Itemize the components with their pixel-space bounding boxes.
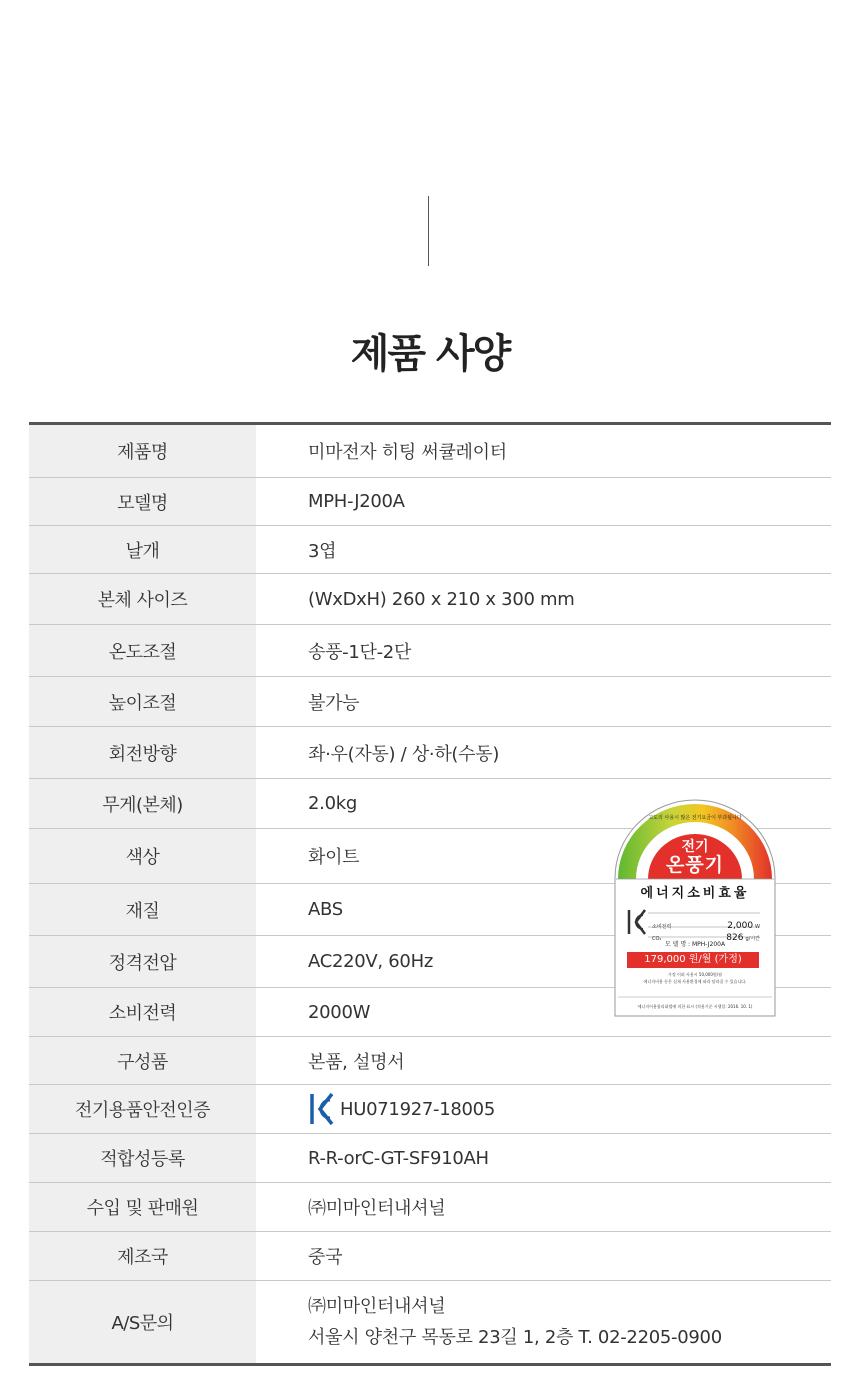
spec-value: 송풍-1단-2단	[308, 641, 412, 663]
spec-value: R-R-orC-GT-SF910AH	[308, 1147, 489, 1169]
as-company: ㈜미마인터내셔널	[308, 1296, 446, 1317]
spec-row-size	[29, 574, 831, 625]
spec-label: 재질	[29, 884, 256, 935]
spec-label: 구성품	[29, 1037, 256, 1084]
spec-row-registration	[29, 1134, 831, 1183]
spec-label: 전기용품안전인증	[29, 1085, 256, 1133]
energy-label-model: 모 델 명 : MPH-J200A	[664, 941, 726, 948]
spec-row-model	[29, 478, 831, 526]
spec-row-origin	[29, 1232, 831, 1281]
safety-cert-number: HU071927-18005	[340, 1098, 495, 1120]
spec-value	[256, 1085, 831, 1133]
energy-efficiency-label	[614, 799, 776, 1017]
spec-value: (WxDxH) 260 x 210 x 300 mm	[308, 588, 575, 610]
spec-label: 제품명	[29, 425, 256, 477]
spec-row-blades	[29, 526, 831, 574]
decorative-vertical-line	[428, 196, 429, 266]
co2-label: CO₂	[652, 936, 662, 942]
spec-value: ABS	[308, 899, 343, 920]
co2-unit: g/시간	[745, 936, 760, 942]
spec-value: 중국	[308, 1247, 343, 1268]
energy-label-arc-text: 고도의 사용시 많은 전기요금이 부과됩니다	[648, 815, 742, 821]
spec-row-components	[29, 1037, 831, 1085]
spec-label: 온도조절	[29, 625, 256, 676]
energy-label-footer: 에너지이용합리화법에 의한 표시 (적용기준 시행일: 2016. 10. 1)	[637, 1004, 753, 1009]
spec-value: 화이트	[308, 847, 360, 868]
energy-label-heading: 에너지소비효율	[640, 886, 750, 901]
spec-value: 2000W	[308, 1001, 371, 1023]
power-value: 2,000	[727, 921, 754, 931]
co2-value: 826	[726, 933, 744, 943]
page-title: 제품 사양	[350, 331, 510, 377]
spec-label: 회전방향	[29, 727, 256, 778]
spec-row-height-adjust	[29, 677, 831, 727]
spec-label: 무게(본체)	[29, 779, 256, 828]
spec-label: 적합성등록	[29, 1134, 256, 1182]
power-unit: W	[755, 924, 760, 930]
kc-cert	[308, 1092, 495, 1126]
spec-value: 3엽	[308, 540, 337, 562]
spec-row-temperature	[29, 625, 831, 677]
kc-certification-icon	[308, 1092, 334, 1126]
spec-value: AC220V, 60Hz	[308, 951, 433, 972]
spec-label: 제조국	[29, 1232, 256, 1280]
spec-value: ㈜미마인터내셔널	[308, 1198, 446, 1219]
spec-value: 좌·우(자동) / 상·하(수동)	[308, 743, 500, 765]
spec-value: 미마전자 히팅 써큘레이터	[308, 442, 507, 463]
spec-value	[256, 1281, 831, 1363]
as-address: 서울시 양천구 목동로 23길 1, 2층 T. 02-2205-0900	[308, 1327, 722, 1348]
spec-row-importer	[29, 1183, 831, 1232]
power-label: 소비전력	[652, 924, 672, 930]
spec-label: 소비전력	[29, 988, 256, 1036]
spec-value: MPH-J200A	[308, 491, 405, 512]
spec-label: 높이조절	[29, 677, 256, 726]
spec-value: 불가능	[308, 692, 360, 714]
energy-label-note: 에너지비용 등은 실제 사용환경에 따라 달라질 수 있습니다.	[643, 979, 747, 984]
spec-label: 색상	[29, 829, 256, 883]
spec-row-as-contact	[29, 1281, 831, 1363]
spec-label: 본체 사이즈	[29, 574, 256, 624]
spec-label: 수입 및 판매원	[29, 1183, 256, 1231]
spec-label: 모델명	[29, 478, 256, 525]
spec-row-rotation	[29, 727, 831, 779]
spec-row-safety-cert	[29, 1085, 831, 1134]
energy-label-category: 전기	[681, 839, 709, 855]
spec-label: 정격전압	[29, 936, 256, 987]
spec-value: 2.0kg	[308, 793, 357, 814]
spec-row-product-name	[29, 425, 831, 478]
spec-label: 날개	[29, 526, 256, 573]
spec-value: 본품, 설명서	[308, 1051, 405, 1073]
spec-label: A/S문의	[29, 1281, 256, 1363]
energy-label-note: 가정 이외 사용시 50,000원/월	[668, 972, 722, 977]
energy-label-monthly-cost: 179,000 원/월 (가정)	[627, 952, 759, 968]
energy-label-product-type: 온풍기	[665, 854, 725, 876]
